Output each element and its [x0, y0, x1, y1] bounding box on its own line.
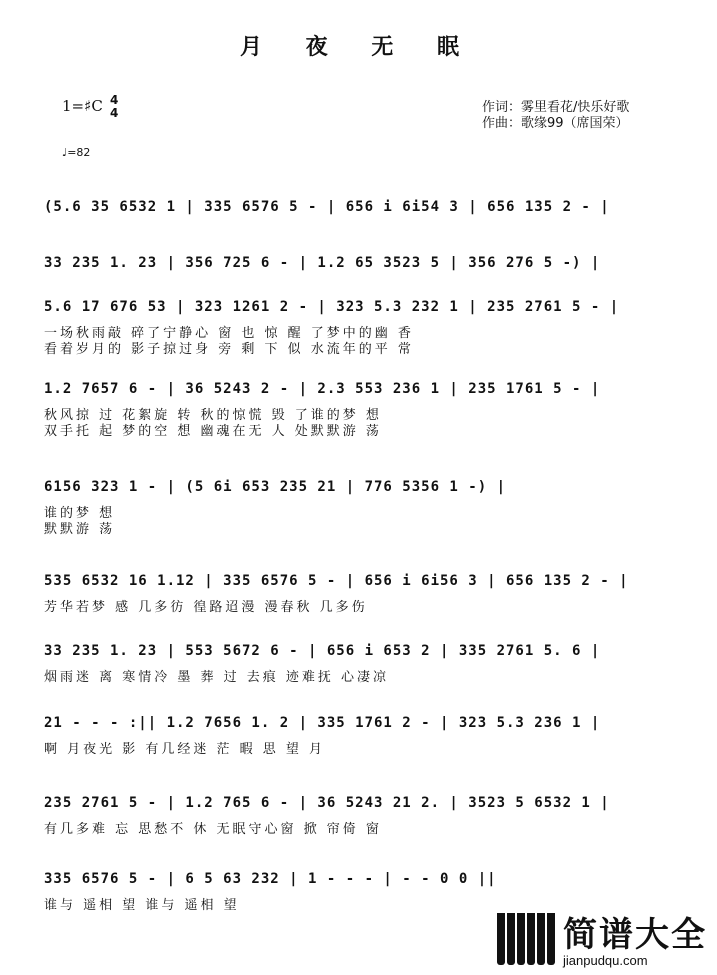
score-notes: (5.6 35 6532 1 | 335 6576 5 - | 656 i 6i54 3 | 656 135 2 - |: [44, 199, 610, 215]
score-row: [44, 476, 684, 498]
lyric-line: 默默游 荡: [44, 522, 116, 537]
score-notes: 535 6532 16 1.12 | 335 6576 5 - | 656 i 6i56 3 | 656 135 2 - |: [44, 573, 629, 589]
tempo-mark: ♩=82: [62, 146, 91, 159]
lyric-line: 谁的梦 想: [44, 506, 116, 521]
score-row: [44, 712, 684, 734]
score-row: [44, 378, 684, 400]
score-notes: 33 235 1. 23 | 356 725 6 - | 1.2 65 3523 5 | 356 276 5 -) |: [44, 255, 601, 271]
lyric-line: 谁与 遥相 望 谁与 遥相 望: [44, 898, 240, 913]
score-row: [44, 196, 684, 218]
lyric-line: 有几多难 忘 思愁不 休 无眠守心窗 掀 帘倚 窗: [44, 822, 382, 837]
lyric-line: 烟雨迷 离 寒情冷 墨 葬 过 去痕 迹难抚 心凄凉: [44, 670, 390, 685]
logo-url: jianpudqu.com: [563, 953, 648, 968]
time-signature: [110, 94, 118, 120]
score-notes: 21 - - - :|| 1.2 7656 1. 2 | 335 1761 2 - | 323 5.3 236 1 |: [44, 715, 601, 731]
score-row: [44, 252, 684, 274]
time-top: 4: [110, 93, 119, 107]
lyric-line: 秋风掠 过 花絮旋 转 秋的惊慌 毁 了谁的梦 想: [44, 408, 382, 423]
key-signature: 1=♯C: [62, 97, 103, 115]
score-row: [44, 792, 684, 814]
site-logo: [497, 905, 717, 975]
score-notes: 1.2 7657 6 - | 36 5243 2 - | 2.3 553 236 1 | 235 1761 5 - |: [44, 381, 601, 397]
lyric-line: 芳华若梦 感 几多彷 徨路迢漫 漫春秋 几多伤: [44, 600, 368, 615]
score-row: [44, 296, 684, 318]
score-notes: 6156 323 1 - | (5 6i 653 235 21 | 776 5356 1 -) |: [44, 479, 507, 495]
lyric-line: 双手托 起 梦的空 想 幽魂在无 人 处默默游 荡: [44, 424, 382, 439]
score-notes: 5.6 17 676 53 | 323 1261 2 - | 323 5.3 232 1 | 235 2761 5 - |: [44, 299, 620, 315]
credits: [482, 100, 629, 132]
lyricist: 作词：雾里看花/快乐好歌: [482, 100, 630, 115]
logo-brand: 简谱大全: [563, 915, 707, 955]
piano-keys-icon: [497, 913, 555, 965]
score-notes: 335 6576 5 - | 6 5 63 232 | 1 - - - | - - 0 0 ||: [44, 871, 497, 887]
lyric-line: 看着岁月的 影子掠过身 旁 剩 下 似 水流年的平 常: [44, 342, 414, 357]
score-notes: 33 235 1. 23 | 553 5672 6 - | 656 i 653 2 | 335 2761 5. 6 |: [44, 643, 601, 659]
time-bottom: 4: [110, 106, 119, 120]
score-row: [44, 640, 684, 662]
lyric-line: 一场秋雨敲 碎了宁静心 窗 也 惊 醒 了梦中的幽 香: [44, 326, 414, 341]
lyric-line: 啊 月夜光 影 有几经迷 茫 暇 思 望 月: [44, 742, 326, 757]
score-row: [44, 868, 684, 890]
score-notes: 235 2761 5 - | 1.2 765 6 - | 36 5243 21 2. | 3523 5 6532 1 |: [44, 795, 610, 811]
score-row: [44, 570, 684, 592]
composer: 作曲：歌缘99（席国荣）: [482, 116, 629, 131]
song-title: 月 夜 无 眠: [240, 35, 477, 60]
